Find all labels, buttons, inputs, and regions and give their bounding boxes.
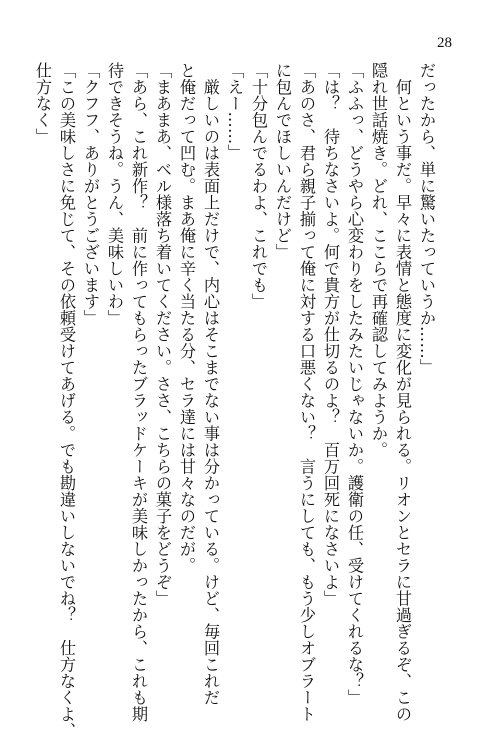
text-line-6: 「あのさ、君ら親子揃って俺に対する口悪くない？ 言うにしても、もう少しオブラート xyxy=(297,62,316,722)
text-line-14: 待できそうね。うん、美味しいわ」 xyxy=(105,62,124,326)
text-line-17: 仕方なく」 xyxy=(33,62,52,145)
novel-text-column-block xyxy=(33,62,438,739)
text-line-13: 「あら、これ新作？ 前に作ってもらったブラッドケーキが美味しかったから、これも期 xyxy=(129,62,148,722)
page-number: 28 xyxy=(437,35,452,51)
text-line-12: 「まあまあ、ベル様落ち着いてください。ささ、こちらの菓子をどうぞ」 xyxy=(153,62,172,607)
text-line-3: 隠れ世話焼き。どれ、ここらで再確認してみようか。 xyxy=(369,62,388,458)
text-line-11: と俺だって凹む。まあ俺に辛く当たる分、セラ達には甘々なのだが。 xyxy=(177,62,196,574)
text-line-10: 厳しいのは表面上だけで、内心はそこまでない事は分かっている。けど、毎回これだ xyxy=(201,62,220,706)
text-line-2: 何という事だ。早々に表情と態度に変化が見られる。リオンとセラに甘過ぎるぞ、この xyxy=(393,62,412,722)
text-line-15: 「クフフ、ありがとうございます」 xyxy=(81,62,100,326)
text-line-5: 「は？ 待ちなさいよ。何で貴方が仕切るのよ？ 百万回死になさいよ」 xyxy=(321,62,340,607)
text-line-4: 「ふふっ、どうやら心変わりをしたみたいじゃないか。護衛の任、受けてくれるな？」 xyxy=(345,62,364,706)
text-line-16: 「この美味しさに免じて、その依頼受けてあげる。でも勘違いしないでね？ 仕方なくよ、 xyxy=(57,62,76,739)
text-line-8: 「十分包んでるわよ、これでも」 xyxy=(249,62,268,310)
text-line-9: 「えー……」 xyxy=(225,62,244,161)
text-line-7: に包んでほしいんだけど」 xyxy=(273,62,292,260)
text-line-1: だったから、単に驚いたっていうか……」 xyxy=(417,62,436,376)
